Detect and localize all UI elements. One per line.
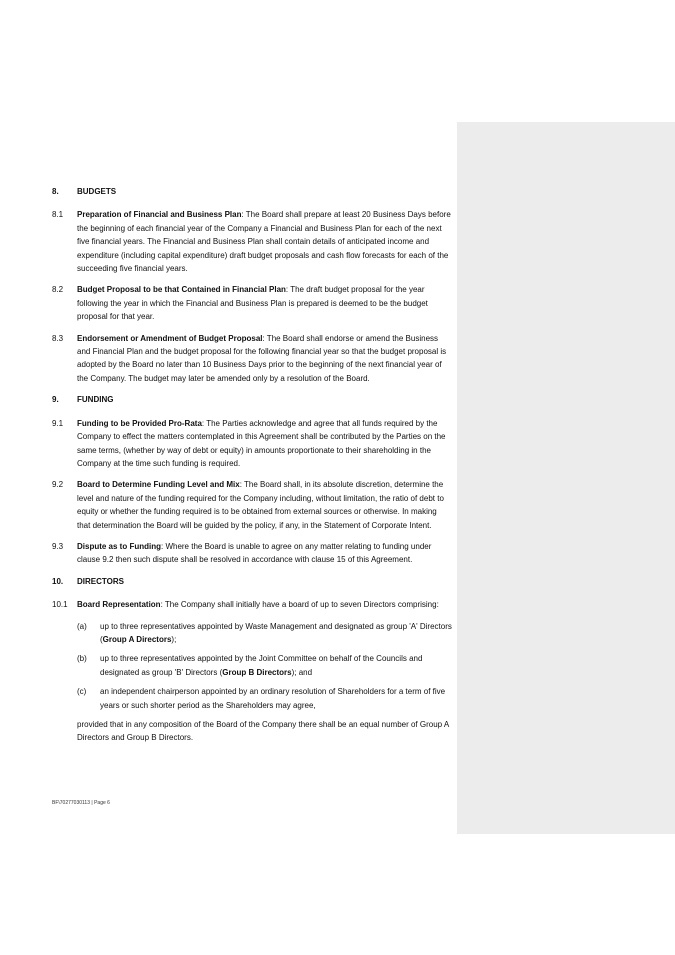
clause-heading: Budget Proposal to be that Contained in Financial Plan [77,285,286,295]
section-number: 9. [52,395,59,405]
subclause-number: (b) [77,654,87,664]
clause-body: : Where the Board is unable to agree on any matter relating to funding under clause 9.2 then such dispute shall be resolved in accordance with clause 15 of this Agreement. [77,541,432,565]
clause-number: 9.1 [52,418,64,428]
subclause-c [77,685,452,712]
clause-9-1 [52,417,452,471]
clause-body: : The Board shall, in its absolute discretion, determine the level and nature of the funding required for the Company including, without limitation, the ratio of debt to equity or whether the funding required is to be obtained from external sources or otherwise. In making that determination the Board will be guided by the policy, if any, in the Statement of Corporate Intent. [77,480,444,530]
clause-heading: Endorsement or Amendment of Budget Proposal [77,333,263,343]
clause-body: : The Company shall initially have a board of up to seven Directors comprising: [160,600,439,610]
clause-number: 8.1 [52,210,64,220]
clause-heading: Board to Determine Funding Level and Mix [77,480,240,490]
clause-8-1 [52,208,452,275]
comment-pane [457,122,675,834]
clause-9-2 [52,478,452,532]
section-number: 10. [52,576,64,586]
clause-heading: Dispute as to Funding [77,541,161,551]
clause-10-1 [52,598,452,611]
clause-heading: Funding to be Provided Pro-Rata [77,418,202,428]
subclause-b [77,652,452,679]
clause-number: 8.2 [52,285,64,295]
section-title: BUDGETS [77,187,117,196]
section-title: DIRECTORS [77,576,124,586]
clause-number: 9.2 [52,480,64,490]
section-heading-budgets [52,185,452,198]
subclause-text-end: ); [171,634,177,644]
subclause-text: an independent chairperson appointed by an ordinary resolution of Shareholders for a term of five years or such shorter period as the Shareholders may agree, [100,687,446,710]
defined-term: Group B Directors [222,667,292,677]
clause-body: : The draft budget proposal for the year following the year in which the Financial and Business Plan is prepared is deemed to be the budget proposal for that year. [77,285,428,322]
clause-9-3 [52,540,452,567]
proviso-text: provided that in any composition of the Board of the Company there shall be an equal number of Group A Directors and Group B Directors. [77,720,449,743]
clause-number: 9.3 [52,541,64,551]
clause-8-3 [52,332,452,386]
section-title: FUNDING [77,395,114,405]
document-body [52,185,452,745]
section-number: 8. [52,187,59,196]
clause-heading: Preparation of Financial and Business Plan [77,210,242,220]
clause-8-2 [52,283,452,323]
subclause-text: up to three representatives appointed by Waste Management and designated as group 'A' Directors ( [100,621,452,644]
clause-body: : The Board shall endorse or amend the Business and Financial Plan and the budget proposal for the following financial year so that the budget proposal is adopted by the Board no later than 10 Business Days prior to the beginning of the next financial year of the Company. The budget may later be amended only by a resolution of the Board. [77,333,447,383]
clause-number: 10.1 [52,600,68,610]
subclause-number: (c) [77,687,87,697]
section-heading-directors [52,575,452,588]
clause-heading: Board Representation [77,600,161,610]
section-heading-funding [52,393,452,406]
defined-term: Group A Directors [102,634,172,644]
subclause-text-end: ); and [291,667,313,677]
subclause-text: up to three representatives appointed by the Joint Committee on behalf of the Councils and designated as group 'B' Directors ( [100,654,423,677]
page-footer: BF\70277030113 | Page 6 [52,800,110,806]
subclause-number: (a) [77,621,87,631]
subclause-a [77,620,452,647]
clause-body: : The Parties acknowledge and agree that all funds required by the Company to effect the matters contemplated in this Agreement shall be contributed by the Parties on the same terms, (whether by way of debt or equity) in amounts proportionate to their shareholding in the Company at the time such funding is required. [77,418,446,468]
clause-body: : The Board shall prepare at least 20 Business Days before the beginning of each financial year of the Company a Financial and Business Plan for each of the next five financial years. The Financial and Business Plan shall contain details of anticipated income and expenditure (including capital expenditure) draft budget proposals and cash flow forecasts for each of the succeeding five financial years. [77,210,451,274]
clause-number: 8.3 [52,333,64,343]
